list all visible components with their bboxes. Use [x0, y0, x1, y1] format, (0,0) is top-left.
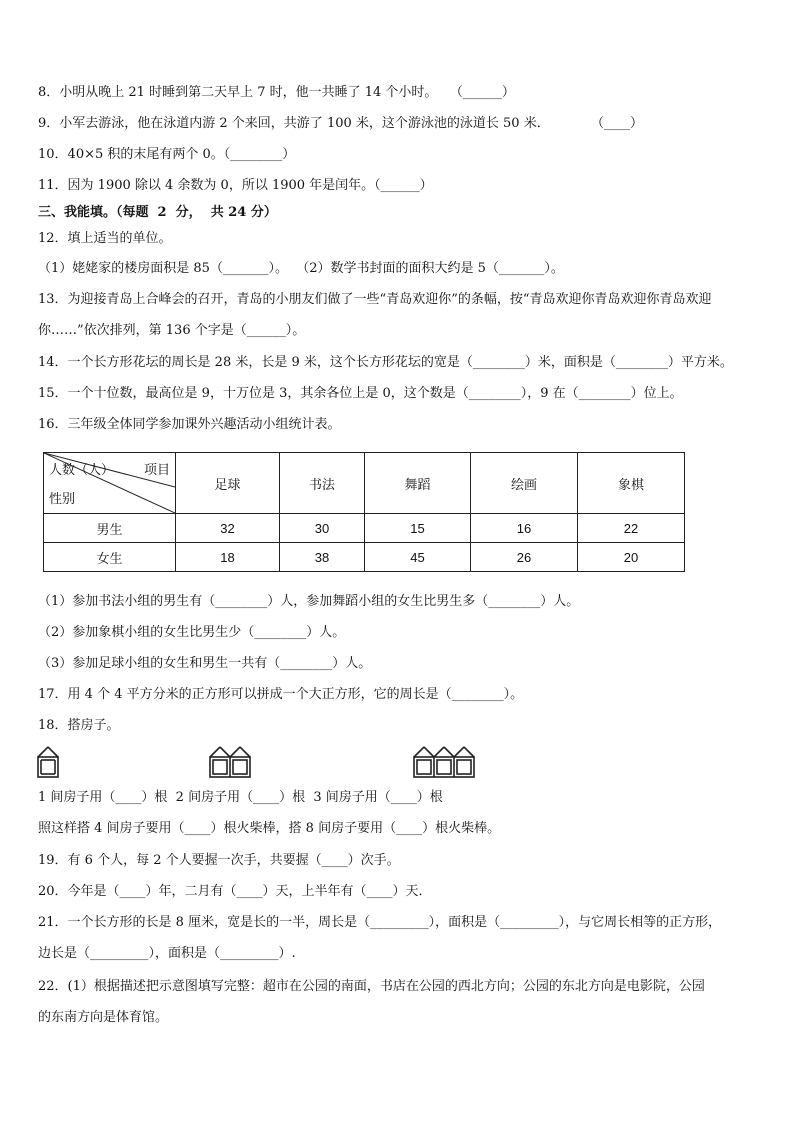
table-cell: 16 [471, 514, 578, 543]
header-calligraphy: 书法 [280, 453, 365, 514]
table-cell: 15 [365, 514, 471, 543]
question-18: 18．搭房子。 [38, 718, 120, 733]
question-22-line-2: 的东南方向是体育馆。 [38, 1010, 169, 1025]
table-cell: 26 [471, 543, 578, 572]
question-11: 11．因为 1900 除以 4 余数为 0，所以 1900 年是闰年。（______） [38, 178, 433, 193]
question-15: 15．一个十位数，最高位是 9，十万位是 3，其余各位上是 0，这个数是（________），9 在（________）位上。 [38, 386, 683, 401]
header-painting: 绘画 [471, 453, 578, 514]
corner-label-gender: 性别 [49, 491, 76, 506]
question-20: 20．今年是（____）年，二月有（____）天，上半年有（____）天． [38, 884, 432, 899]
table-row [44, 514, 685, 543]
question-16-3: （3）参加足球小组的女生和男生一共有（________）人。 [38, 656, 372, 671]
table-cell: 22 [578, 514, 685, 543]
question-19: 19．有 6 个人，每 2 个人要握一次手，共要握（____）次手。 [38, 853, 400, 868]
question-22-line-1: 22．(1）根据描述把示意图填写完整：超市在公园的南面，书店在公园的西北方向；公园的东北方向是电影院，公园 [38, 979, 705, 994]
table-corner-cell [44, 453, 176, 514]
question-14: 14．一个长方形花坛的周长是 28 米，长是 9 米，这个长方形花坛的宽是（________）米，面积是（________）平方米。 [38, 355, 733, 370]
header-chess: 象棋 [578, 453, 685, 514]
three-houses-figure [412, 745, 476, 779]
question-10: 10．40×5 积的末尾有两个 0。（________） [38, 147, 296, 162]
corner-label-item: 项目 [143, 462, 170, 477]
table-row [44, 543, 685, 572]
question-12-parts: （1）姥姥家的楼房面积是 85（_______）。 （2）数学书封面的面积大约是 5（_______）。 [38, 261, 564, 276]
table-cell: 30 [280, 514, 365, 543]
header-football: 足球 [176, 453, 280, 514]
table-cell: 45 [365, 543, 471, 572]
question-13-line-1: 13．为迎接青岛上合峰会的召开，青岛的小朋友们做了一些“青岛欢迎你”的条幅，按“青岛欢迎你青岛欢迎你青岛欢迎 [38, 292, 712, 307]
section-3-heading: 三、我能填。（每题 2 分， 共 24 分） [38, 205, 277, 220]
two-houses-figure [208, 745, 252, 779]
table-cell: 38 [280, 543, 365, 572]
question-16-2: （2）参加象棋小组的女生比男生少（________）人。 [38, 625, 346, 640]
question-16: 16．三年级全体同学参加课外兴趣活动小组统计表。 [38, 417, 341, 432]
question-21-line-2: 边长是（_________），面积是（_________）. [38, 946, 296, 961]
corner-label-people: 人数（人） [49, 462, 115, 477]
header-dance: 舞蹈 [365, 453, 471, 514]
question-9: 9．小军去游泳，他在泳道内游 2 个来回，共游了 100 米，这个游泳池的泳道长 50 米． （____） [38, 116, 644, 131]
question-8: 8．小明从晚上 21 时睡到第二天早上 7 时，他一共睡了 14 个小时。 （______） [38, 85, 515, 100]
question-12: 12．填上适当的单位。 [38, 231, 172, 246]
table-cell: 18 [176, 543, 280, 572]
question-18-more: 照这样搭 4 间房子要用（____）根火柴棒，搭 8 间房子要用（____）根火柴棒。 [38, 821, 501, 836]
table-cell: 32 [176, 514, 280, 543]
row-label: 女生 [44, 543, 176, 572]
question-18-counts: 1 间房子用（____）根 2 间房子用（____）根 3 间房子用（____）根 [38, 790, 443, 805]
question-21-line-1: 21．一个长方形的长是 8 厘米，宽是长的一半，周长是（_________），面积是（_________），与它周长相等的正方形， [38, 915, 722, 930]
stats-table [43, 452, 685, 572]
one-house-figure [36, 745, 60, 779]
question-13-line-2: 你……”依次排列，第 136 个字是（______）。 [38, 323, 306, 338]
row-label: 男生 [44, 514, 176, 543]
question-17: 17．用 4 个 4 平方分米的正方形可以拼成一个大正方形，它的周长是（________）。 [38, 687, 524, 702]
table-cell: 20 [578, 543, 685, 572]
question-16-1: （1）参加书法小组的男生有（________）人，参加舞蹈小组的女生比男生多（________）人。 [38, 594, 580, 609]
